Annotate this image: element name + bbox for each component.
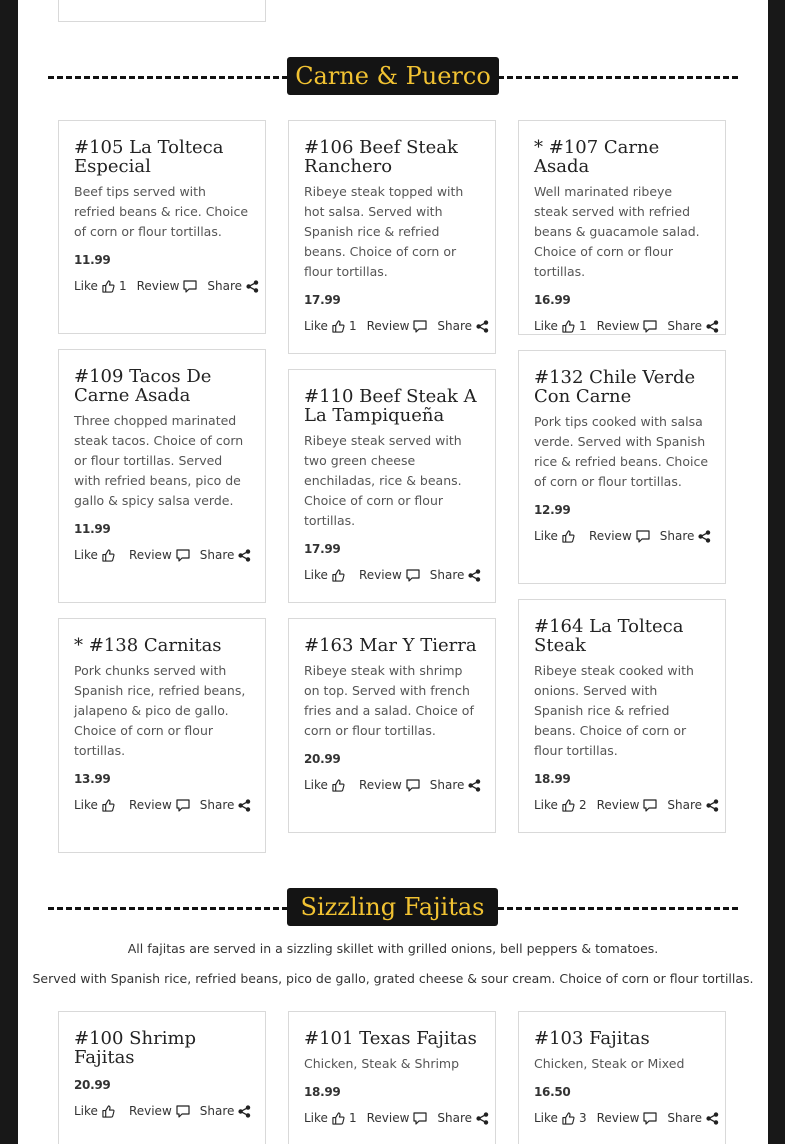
item-description: Beef tips served with refried beans & rice. Choice of corn or flour tortillas. <box>74 184 249 239</box>
item-title: #132 Chile Verde Con Carne <box>534 367 696 407</box>
share-button[interactable] <box>200 798 252 812</box>
item-price: 17.99 <box>304 293 341 307</box>
review-button[interactable] <box>137 279 198 293</box>
item-price: 17.99 <box>304 542 341 556</box>
review-button[interactable] <box>129 1104 190 1118</box>
menu-item-card <box>58 120 266 334</box>
like-label: Like <box>534 319 558 333</box>
section-title-carne: Carne & Puerco <box>287 57 499 95</box>
item-title: #109 Tacos De Carne Asada <box>74 366 212 406</box>
thumbs-up-icon <box>332 320 345 333</box>
item-title: #103 Fajitas <box>534 1028 650 1049</box>
thumbs-up-icon <box>102 799 115 812</box>
item-title: #106 Beef Steak Ranchero <box>304 137 458 177</box>
share-button[interactable] <box>660 529 712 543</box>
item-description: Chicken, Steak or Mixed <box>534 1056 685 1071</box>
item-description: Ribeye steak with shrimp on top. Served with french fries and a salad. Choice of corn or flour tortillas. <box>304 663 474 738</box>
share-icon <box>468 569 481 582</box>
review-label: Review <box>596 1111 640 1125</box>
share-button[interactable] <box>667 798 719 812</box>
item-description: Chicken, Steak & Shrimp <box>304 1056 460 1071</box>
share-icon <box>238 799 251 812</box>
like-label: Like <box>304 778 328 792</box>
like-button[interactable] <box>534 529 579 543</box>
section-title-fajitas: Sizzling Fajitas <box>287 888 498 926</box>
review-label: Review <box>366 319 410 333</box>
share-button[interactable] <box>437 1111 489 1125</box>
thumbs-up-icon <box>562 1112 575 1125</box>
like-count: 1 <box>348 1111 357 1125</box>
item-price: 11.99 <box>74 253 111 267</box>
item-price: 13.99 <box>74 772 111 786</box>
item-description: Well marinated ribeye steak served with refried beans & guacamole salad. Choice of corn or flour tortillas. <box>534 184 700 279</box>
share-button[interactable] <box>667 1111 719 1125</box>
item-title: * #138 Carnitas <box>74 635 222 656</box>
like-button[interactable] <box>304 319 357 333</box>
menu-item-card <box>518 1011 726 1144</box>
like-label: Like <box>74 548 98 562</box>
item-actions <box>304 1111 480 1125</box>
share-label: Share <box>429 568 465 582</box>
share-button[interactable] <box>430 568 482 582</box>
share-button[interactable] <box>437 319 489 333</box>
comment-icon <box>176 799 190 812</box>
review-button[interactable] <box>359 778 420 792</box>
menu-item-card <box>288 369 496 603</box>
item-actions <box>304 319 480 333</box>
item-actions <box>534 798 710 812</box>
share-label: Share <box>667 1111 703 1125</box>
item-actions <box>74 279 250 293</box>
share-label: Share <box>429 778 465 792</box>
like-label: Like <box>74 798 98 812</box>
share-label: Share <box>667 319 703 333</box>
share-button[interactable] <box>667 319 719 333</box>
menu-page <box>18 0 768 1144</box>
item-description: Pork tips cooked with salsa verde. Served with Spanish rice & refried beans. Choice of corn or flour tortillas. <box>534 414 709 489</box>
review-button[interactable] <box>129 798 190 812</box>
item-price: 16.99 <box>534 293 571 307</box>
thumbs-up-icon <box>102 549 115 562</box>
comment-icon <box>636 530 650 543</box>
item-title: #164 La Tolteca Steak <box>534 616 684 656</box>
item-actions <box>74 548 250 562</box>
review-button[interactable] <box>367 1111 428 1125</box>
menu-item-card <box>518 350 726 584</box>
thumbs-up-icon <box>332 1112 345 1125</box>
like-count: 1 <box>578 319 587 333</box>
review-label: Review <box>366 1111 410 1125</box>
item-description: Three chopped marinated steak tacos. Choice of corn or flour tortillas. Served with refried beans, pico de gallo & spicy salsa verde. <box>74 413 244 508</box>
comment-icon <box>643 1112 657 1125</box>
share-icon <box>238 1105 251 1118</box>
thumbs-up-icon <box>102 1105 115 1118</box>
share-icon <box>698 530 711 543</box>
review-label: Review <box>358 568 402 582</box>
like-button[interactable] <box>304 778 349 792</box>
review-label: Review <box>596 798 640 812</box>
item-price: 18.99 <box>304 1085 341 1099</box>
like-button[interactable] <box>534 319 587 333</box>
like-count: 1 <box>348 319 357 333</box>
comment-icon <box>643 320 657 333</box>
review-button[interactable] <box>597 798 658 812</box>
menu-item-card <box>288 618 496 833</box>
item-price: 18.99 <box>534 772 571 786</box>
item-title: #105 La Tolteca Especial <box>74 137 224 177</box>
review-button[interactable] <box>597 1111 658 1125</box>
share-icon <box>238 549 251 562</box>
share-label: Share <box>199 798 235 812</box>
share-button[interactable] <box>430 778 482 792</box>
share-label: Share <box>437 319 473 333</box>
item-title: * #107 Carne Asada <box>534 137 660 177</box>
item-actions <box>74 1104 250 1118</box>
review-label: Review <box>358 778 402 792</box>
like-button[interactable] <box>74 548 119 562</box>
menu-item-card <box>518 599 726 833</box>
share-label: Share <box>199 1104 235 1118</box>
comment-icon <box>176 1105 190 1118</box>
like-button[interactable] <box>534 798 587 812</box>
like-count: 2 <box>578 798 587 812</box>
thumbs-up-icon <box>562 799 575 812</box>
item-description: Ribeye steak cooked with onions. Served with Spanish rice & refried beans. Choice of corn or flour tortillas. <box>534 663 694 758</box>
thumbs-up-icon <box>332 779 345 792</box>
share-icon <box>476 1112 489 1125</box>
item-price: 20.99 <box>304 752 341 766</box>
menu-item-card <box>58 1011 266 1144</box>
share-icon <box>246 280 259 293</box>
menu-item-card <box>288 120 496 354</box>
previous-item-card <box>58 0 266 22</box>
item-actions <box>534 529 710 543</box>
item-description: Pork chunks served with Spanish rice, refried beans, jalapeno & pico de gallo. Choice of corn or flour tortillas. <box>74 663 246 758</box>
review-label: Review <box>128 1104 172 1118</box>
item-actions <box>534 1111 710 1125</box>
like-count: 3 <box>578 1111 587 1125</box>
comment-icon <box>413 320 427 333</box>
like-button[interactable] <box>304 568 349 582</box>
menu-item-card <box>58 349 266 603</box>
comment-icon <box>643 799 657 812</box>
share-label: Share <box>667 798 703 812</box>
review-label: Review <box>136 279 180 293</box>
like-button[interactable] <box>74 798 119 812</box>
review-label: Review <box>128 798 172 812</box>
item-title: #100 Shrimp Fajitas <box>74 1028 197 1068</box>
item-actions <box>304 568 480 582</box>
item-title: #110 Beef Steak A La Tampiqueña <box>304 386 477 426</box>
like-label: Like <box>74 279 98 293</box>
like-button[interactable] <box>534 1111 587 1125</box>
item-title: #163 Mar Y Tierra <box>304 635 477 656</box>
like-button[interactable] <box>74 1104 119 1118</box>
item-price: 12.99 <box>534 503 571 517</box>
thumbs-up-icon <box>102 280 115 293</box>
item-price: 20.99 <box>74 1078 111 1092</box>
like-label: Like <box>304 1111 328 1125</box>
comment-icon <box>406 779 420 792</box>
like-button[interactable] <box>74 279 127 293</box>
comment-icon <box>176 549 190 562</box>
comment-icon <box>413 1112 427 1125</box>
like-label: Like <box>534 798 558 812</box>
item-title: #101 Texas Fajitas <box>304 1028 477 1049</box>
item-description: Ribeye steak topped with hot salsa. Served with Spanish rice & refried beans. Choice of corn or flour tortillas. <box>304 184 464 279</box>
review-label: Review <box>588 529 632 543</box>
like-label: Like <box>534 1111 558 1125</box>
thumbs-up-icon <box>562 530 575 543</box>
section-note: All fajitas are served in a sizzling skillet with grilled onions, bell peppers & tomatoes. <box>127 941 659 956</box>
like-label: Like <box>74 1104 98 1118</box>
like-label: Like <box>534 529 558 543</box>
share-icon <box>468 779 481 792</box>
comment-icon <box>183 280 197 293</box>
item-price: 16.50 <box>534 1085 571 1099</box>
section-note: Served with Spanish rice, refried beans, pico de gallo, grated cheese & sour cream. Choice of corn or flour tortillas. <box>32 971 754 986</box>
item-actions <box>534 319 710 333</box>
comment-icon <box>406 569 420 582</box>
like-button[interactable] <box>304 1111 357 1125</box>
thumbs-up-icon <box>562 320 575 333</box>
item-description: Ribeye steak served with two green cheese enchiladas, rice & beans. Choice of corn or flour tortillas. <box>304 433 462 528</box>
share-icon <box>706 799 719 812</box>
share-button[interactable] <box>200 1104 252 1118</box>
share-label: Share <box>207 279 243 293</box>
review-button[interactable] <box>589 529 650 543</box>
share-icon <box>476 320 489 333</box>
item-actions <box>304 778 480 792</box>
menu-item-card <box>58 618 266 853</box>
like-label: Like <box>304 319 328 333</box>
item-actions <box>74 798 250 812</box>
share-icon <box>706 320 719 333</box>
share-label: Share <box>199 548 235 562</box>
menu-item-card <box>288 1011 496 1144</box>
like-label: Like <box>304 568 328 582</box>
review-button[interactable] <box>367 319 428 333</box>
share-button[interactable] <box>207 279 259 293</box>
review-button[interactable] <box>129 548 190 562</box>
review-label: Review <box>128 548 172 562</box>
share-button[interactable] <box>200 548 252 562</box>
share-label: Share <box>437 1111 473 1125</box>
share-icon <box>706 1112 719 1125</box>
item-price: 11.99 <box>74 522 111 536</box>
share-label: Share <box>659 529 695 543</box>
like-count: 1 <box>118 279 127 293</box>
menu-item-card <box>518 120 726 335</box>
review-button[interactable] <box>597 319 658 333</box>
thumbs-up-icon <box>332 569 345 582</box>
review-button[interactable] <box>359 568 420 582</box>
review-label: Review <box>596 319 640 333</box>
